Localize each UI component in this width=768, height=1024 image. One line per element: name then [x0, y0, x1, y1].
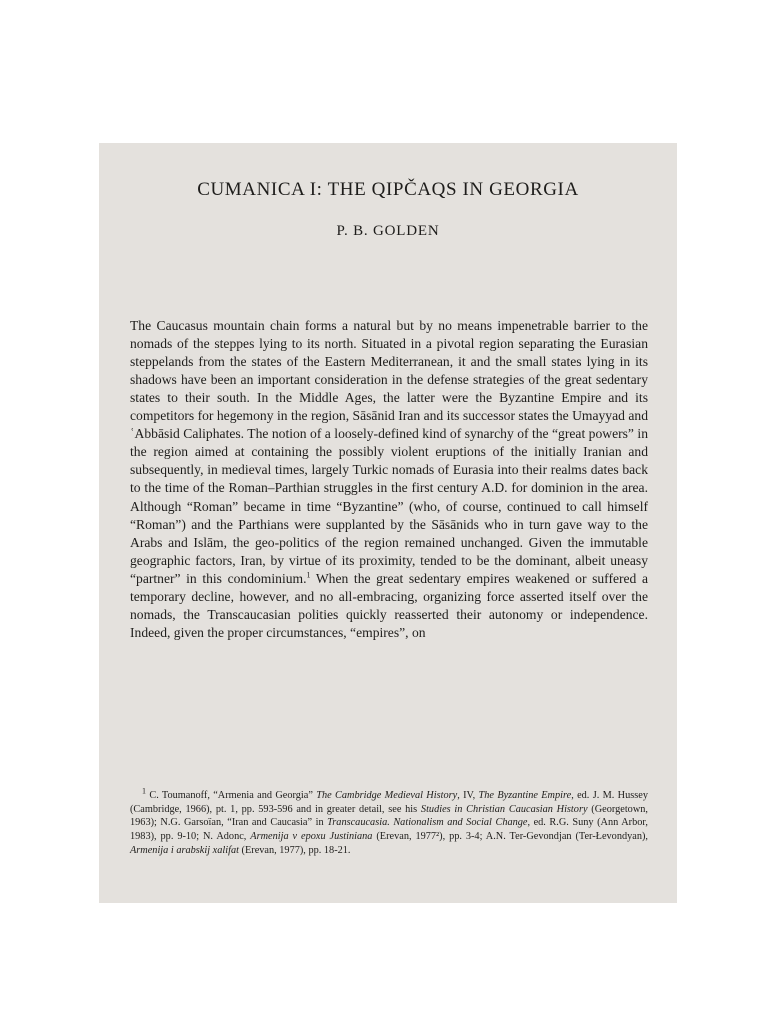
author-name: P. B. GOLDEN: [336, 223, 440, 239]
footnote-text: (Erevan, 1977), pp. 18-21.: [238, 844, 351, 856]
footnote-text: C. Toumanoff, “Armenia and Georgia”: [146, 790, 317, 802]
footnote-text: , IV,: [457, 790, 479, 802]
footnote-title: Armenija v epoxu Justiniana: [250, 831, 373, 843]
body-paragraph: [130, 317, 648, 643]
chapter-title: CUMANICA I: THE QIPČAQS IN GEORGIA: [197, 179, 579, 200]
footnote-title: Studies in Christian Caucasian History: [420, 803, 588, 815]
footnote-number: 1: [142, 786, 146, 796]
footnote-text: , ed. J. M. Hussey (Cambridge, 1966), pt. 1, pp. 593-596 and in greater detail, see his: [130, 790, 648, 815]
footnote-title: The Cambridge Medieval History: [316, 790, 458, 802]
footnote-text: , ed. R.G. Suny (Ann Arbor, 1983), pp. 9-10; N. Adonc,: [130, 817, 648, 843]
footnote-title: Transcaucasia. Nationalism and Social Change: [327, 817, 528, 829]
body-text-part-2: When the great sedentary empires weakened or suffered a temporary decline, however, and no all-embracing, organizing force asserted itself over the nomads, the Transcaucasian polities quickly reasserted their autonomy or independence. Indeed, given the proper circumstances, “empires”, on: [130, 570, 648, 641]
footnote-text: (Georgetown, 1963); N.G. Garsoïan, “Iran and Caucasia” in: [130, 803, 648, 829]
body-text-part-1: The Caucasus mountain chain forms a natural but by no means impenetrable barrier to the nomads of the steppes lying to its north. Situated in a pivotal region separating the Eurasian steppelands from the states of the Eastern Mediterranean, it and the small states lying in its shadows have been an important consideration in the defense strategies of the great sedentary states to their south. In the Middle Ages, the latter were the Byzantine Empire and its competitors for hegemony in the region, Sāsānid Iran and its successor states the Umayyad and ʿAbbāsid Caliphates. The notion of a loosely-defined kind of synarchy of the “great powers” in the region aimed at containing the possibly violent eruptions of the initially Iranian and subsequently, in medieval times, largely Turkic nomads of Eurasia into their realms dates back to the time of the Roman–Parthian struggles in the first century A.D. for dominion in the area. Although “Roman” became in time “Byzantine” (who, of course, continued to call himself “Roman”) and the Parthians were supplanted by the Sāsānids who in turn gave way to the Arabs and Islām, the geo-politics of the region remained unchanged. Given the immutable geographic factors, Iran, by virtue of its proximity, tended to be the dominant, albeit uneasy “partner” in this condominium.: [130, 317, 648, 586]
footnote-reference: 1: [306, 570, 311, 580]
footnote-title: The Byzantine Empire: [478, 790, 572, 802]
footnote: [130, 786, 649, 857]
footnote-title: Armenija i arabskij xalifat: [130, 844, 239, 856]
book-page: [99, 143, 677, 903]
footnote-text: (Erevan, 1977²), pp. 3-4; A.N. Ter-Gevondjan (Ter-Łevondyan),: [372, 831, 649, 843]
